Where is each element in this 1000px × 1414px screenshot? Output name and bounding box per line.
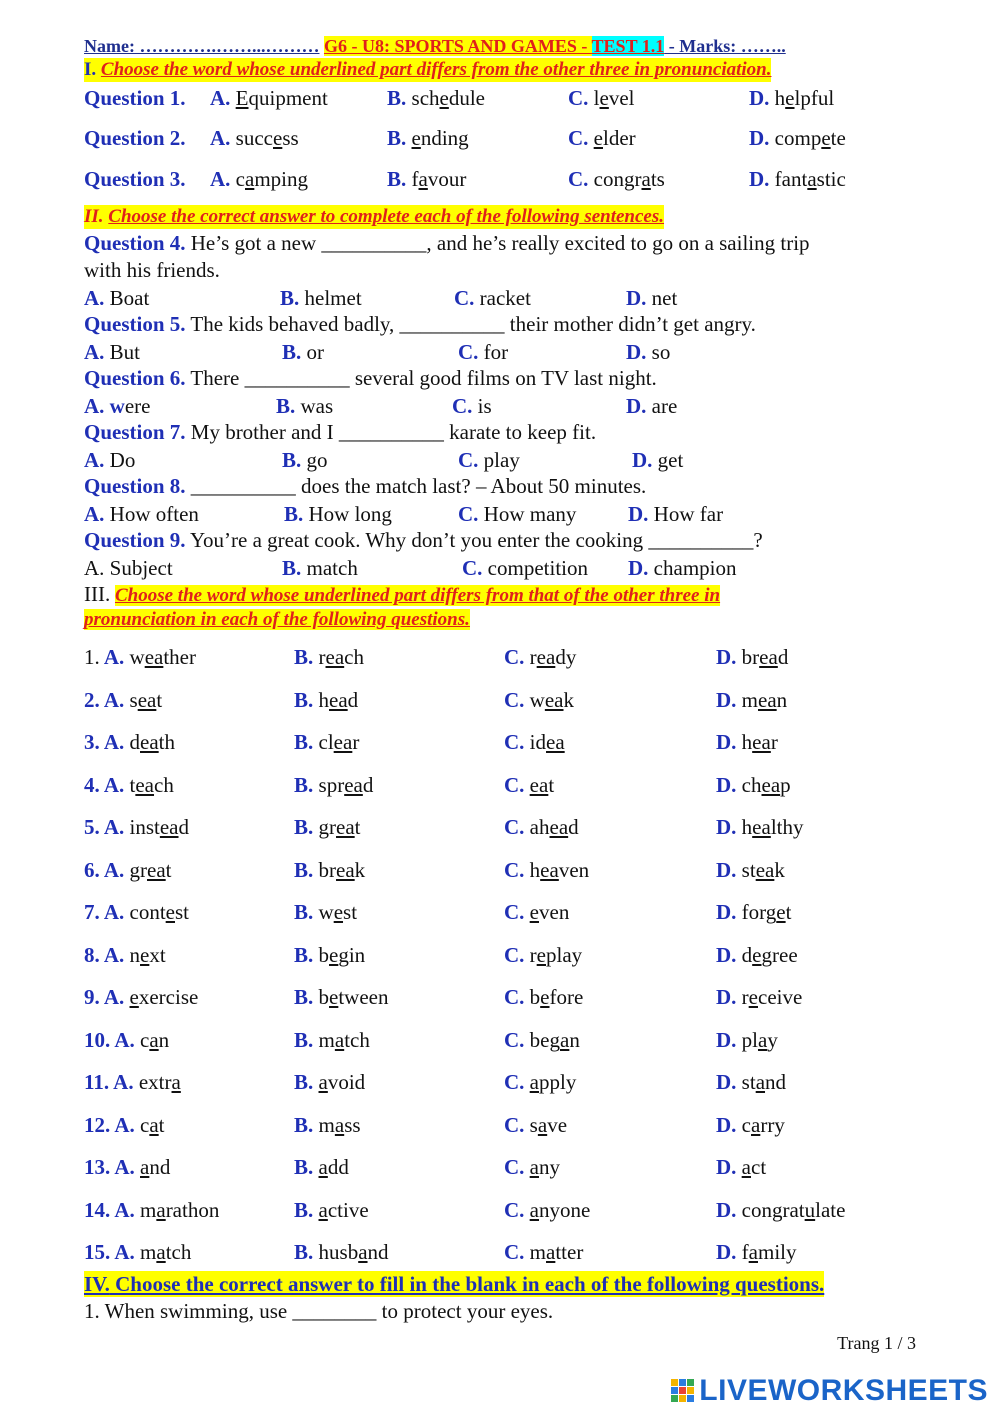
option-1[interactable]: C. competition <box>462 556 588 580</box>
option-c[interactable]: C. heaven <box>504 857 590 882</box>
question-6: Question 6. There __________ several good films on TV last night. <box>84 366 657 390</box>
question-7: Question 7. My brother and I __________ karate to keep fit. <box>84 420 597 444</box>
option-b[interactable]: B. west <box>294 900 358 924</box>
option-0[interactable]: B. match <box>282 556 358 580</box>
option-2[interactable]: C. play <box>458 448 520 472</box>
logo-icon <box>671 1379 695 1403</box>
section-3-heading-cont: pronunciation in each of the following questions. <box>84 609 470 630</box>
option-d[interactable]: D. steak <box>716 857 785 882</box>
option-b[interactable]: B. break <box>294 857 366 882</box>
option-c[interactable]: C. eat <box>504 772 555 797</box>
option-b[interactable]: B. reach <box>294 645 364 669</box>
option-c[interactable]: C. save <box>504 1112 568 1137</box>
option-1[interactable]: B. go <box>282 448 328 472</box>
option-d[interactable]: D. cheap <box>716 772 791 797</box>
option-b[interactable]: B. great <box>294 815 361 839</box>
option-a[interactable]: A. camping <box>210 167 308 191</box>
question-label: Question 2. <box>84 126 186 150</box>
question-4: Question 4. He’s got a new __________, and he’s really excited to go on a sailing trip <box>84 231 810 255</box>
option-b[interactable]: B. add <box>294 1155 349 1179</box>
option-1[interactable]: B. or <box>282 340 325 364</box>
q6_opts-options <box>84 392 934 420</box>
option-c[interactable]: C. ahead <box>504 815 579 839</box>
option-c[interactable]: C. even <box>504 900 570 924</box>
option-d[interactable]: D. compete <box>749 126 846 150</box>
test-title: G6 - U8: SPORTS AND GAMES - <box>323 36 592 56</box>
sec3-question-row <box>84 1196 934 1224</box>
option-c[interactable]: C. anyone <box>504 1197 591 1222</box>
option-d[interactable]: D. bread <box>716 645 789 669</box>
question-label: Question 3. <box>84 167 186 191</box>
q7_opts-options <box>84 446 934 474</box>
option-a[interactable]: 2. A. seat <box>84 687 163 712</box>
option-a[interactable]: 8. A. next <box>84 942 166 967</box>
option-a[interactable]: 13. A. and <box>84 1155 171 1179</box>
option-a[interactable]: 9. A. exercise <box>84 985 199 1009</box>
sec1-question-row <box>84 124 934 152</box>
option-c[interactable]: C. ready <box>504 645 577 669</box>
option-c[interactable]: C. idea <box>504 730 565 754</box>
option-b[interactable]: B. mass <box>294 1112 361 1137</box>
option-d[interactable]: D. healthy <box>716 815 804 839</box>
sec3-question-row <box>84 1068 934 1096</box>
section-4-question-1: 1. When swimming, use ________ to protect your eyes. <box>84 1299 554 1323</box>
option-3[interactable]: D. so <box>626 340 671 364</box>
option-1[interactable]: B. How long <box>284 502 392 526</box>
question-4-continued: with his friends. <box>84 258 220 282</box>
option-2[interactable]: C. is <box>452 394 492 418</box>
q4_opts-options <box>84 284 934 312</box>
option-d[interactable]: D. carry <box>716 1112 785 1137</box>
option-1[interactable]: B. was <box>276 394 334 418</box>
option-b[interactable]: B. begin <box>294 942 366 967</box>
option-b[interactable]: B. match <box>294 1027 370 1052</box>
option-b[interactable]: B. spread <box>294 772 374 797</box>
sec1-question-row <box>84 165 934 193</box>
q8_opts-options <box>84 500 934 528</box>
option-b[interactable]: B. avoid <box>294 1070 366 1094</box>
option-b[interactable]: B. husband <box>294 1240 389 1264</box>
option-2[interactable]: C. racket <box>454 286 531 310</box>
question-label: Question 1. <box>84 86 186 110</box>
header-line <box>84 34 786 58</box>
option-c[interactable]: C. began <box>504 1027 580 1052</box>
question-8: Question 8. __________ does the match last? – About 50 minutes. <box>84 474 647 498</box>
option-b[interactable]: B. head <box>294 687 359 712</box>
option-a[interactable]: 11. A. extra <box>84 1070 181 1094</box>
logo-text: LIVEWORKSHEETS <box>699 1374 988 1407</box>
option-0[interactable]: A. But <box>84 340 141 364</box>
sec3-question-row <box>84 983 934 1011</box>
liveworksheets-logo <box>671 1376 988 1406</box>
option-b[interactable]: B. favour <box>387 167 467 191</box>
sec3-question-row <box>84 1238 934 1266</box>
option-b[interactable]: B. between <box>294 985 389 1009</box>
option-c[interactable]: C. weak <box>504 687 574 712</box>
sec3-question-row <box>84 813 934 841</box>
sec3-question-row <box>84 941 934 969</box>
option-c[interactable]: C. apply <box>504 1070 577 1094</box>
sec3-question-row <box>84 686 934 714</box>
option-c[interactable]: C. congrats <box>568 167 665 191</box>
option-d[interactable]: D. degree <box>716 942 798 967</box>
option-d[interactable]: D. family <box>716 1240 797 1264</box>
option-0[interactable]: A. Boat <box>84 286 150 310</box>
sec3-question-row <box>84 728 934 756</box>
option-0[interactable]: A. were <box>84 394 151 418</box>
sec3-question-row <box>84 856 934 884</box>
option-a[interactable]: 7. A. contest <box>84 900 190 924</box>
option-b[interactable]: B. ending <box>387 126 469 150</box>
option-3[interactable]: D. are <box>626 394 678 418</box>
option-1[interactable]: B. helmet <box>280 286 362 310</box>
option-d[interactable]: D. act <box>716 1155 767 1179</box>
name-field: Name: ………….……...……… <box>84 36 320 56</box>
option-d[interactable]: D. receive <box>716 985 803 1009</box>
option-2[interactable]: C. How many <box>458 502 577 526</box>
option-d[interactable]: D. forget <box>716 900 792 924</box>
q5_opts-options <box>84 338 934 366</box>
option-b[interactable]: B. schedule <box>387 86 485 110</box>
option-c[interactable]: C. before <box>504 985 584 1009</box>
section-2-heading: II. Choose the correct answer to complete each of the following sentences. <box>84 206 665 227</box>
option-c[interactable]: C. elder <box>568 126 636 150</box>
sec3-question-row <box>84 643 934 671</box>
sec1-question-row <box>84 84 934 112</box>
option-b[interactable]: B. clear <box>294 730 360 754</box>
test-number: TEST 1.1 <box>591 36 665 56</box>
option-0[interactable]: A. How often <box>84 502 199 526</box>
option-d[interactable]: D. mean <box>716 687 788 712</box>
option-d[interactable]: D. congratulate <box>716 1197 846 1222</box>
section-1-heading: I. Choose the word whose underlined part differs from the other three in pronunciation. <box>84 59 772 80</box>
option-a[interactable]: 1. A. weather <box>84 645 196 669</box>
section-3-heading: III. Choose the word whose underlined part differs from that of the other three in <box>84 582 721 606</box>
option-d[interactable]: D. play <box>716 1027 778 1052</box>
option-a[interactable]: A. Subject <box>84 556 173 580</box>
option-3[interactable]: D. get <box>632 448 684 472</box>
option-d[interactable]: D. stand <box>716 1070 787 1094</box>
sec3-question-row <box>84 1026 934 1054</box>
option-d[interactable]: D. fantastic <box>749 167 846 191</box>
option-c[interactable]: C. matter <box>504 1240 584 1264</box>
option-c[interactable]: C. replay <box>504 942 583 967</box>
page-number: Trang 1 / 3 <box>837 1333 916 1353</box>
sec3-question-row <box>84 1153 934 1181</box>
option-a[interactable]: 15. A. match <box>84 1240 192 1264</box>
option-a[interactable]: 12. A. cat <box>84 1112 165 1137</box>
option-a[interactable]: 5. A. instead <box>84 815 190 839</box>
option-d[interactable]: D. hear <box>716 730 778 754</box>
option-a[interactable]: 6. A. great <box>84 857 172 882</box>
option-a[interactable]: 4. A. teach <box>84 772 174 797</box>
option-b[interactable]: B. active <box>294 1197 369 1222</box>
question-9: Question 9. You’re a great cook. Why don’t you enter the cooking __________? <box>84 528 763 552</box>
option-a[interactable]: 10. A. can <box>84 1027 170 1052</box>
option-2[interactable]: D. champion <box>628 556 737 580</box>
option-3[interactable]: D. net <box>626 286 678 310</box>
option-a[interactable]: 3. A. death <box>84 730 176 754</box>
option-a[interactable]: A. Equipment <box>210 86 328 110</box>
option-d[interactable]: D. helpful <box>749 86 835 110</box>
option-a[interactable]: 14. A. marathon <box>84 1197 220 1222</box>
section-4-heading: IV. Choose the correct answer to fill in the blank in each of the following questions. <box>84 1272 825 1296</box>
option-a[interactable]: A. success <box>210 126 299 150</box>
option-2[interactable]: C. for <box>458 340 509 364</box>
sec3-question-row <box>84 898 934 926</box>
option-0[interactable]: A. Do <box>84 448 136 472</box>
option-3[interactable]: D. How far <box>628 502 724 526</box>
marks-field: - Marks: …….. <box>664 36 786 56</box>
sec3-question-row <box>84 771 934 799</box>
option-c[interactable]: C. any <box>504 1155 560 1179</box>
question-5: Question 5. The kids behaved badly, __________ their mother didn’t get angry. <box>84 312 756 336</box>
q9_opts-options <box>84 554 934 582</box>
option-c[interactable]: C. level <box>568 86 635 110</box>
sec3-question-row <box>84 1111 934 1139</box>
